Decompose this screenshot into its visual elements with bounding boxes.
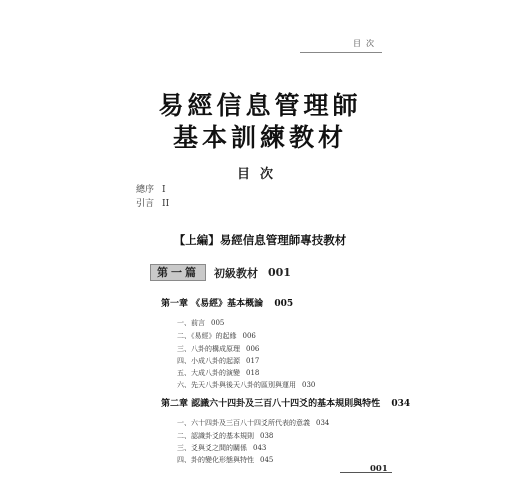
chapter-page: 005 [274, 299, 294, 309]
chapter-2-entry[interactable] [161, 396, 410, 409]
toc-item-text: 三、八卦的構成原理 [177, 345, 240, 353]
toc-item-page: 043 [253, 444, 267, 452]
section-title: 初級教材 [214, 266, 258, 280]
footer-rule [340, 472, 392, 473]
toc-item[interactable] [177, 356, 259, 366]
toc-item[interactable] [177, 318, 224, 328]
toc-item-page: 018 [246, 369, 260, 377]
front-matter-label: 引言 [136, 199, 155, 209]
toc-item-page: 006 [242, 332, 256, 340]
front-matter-introduction[interactable] [136, 196, 169, 209]
page-number: 001 [370, 464, 388, 474]
toc-item-text: 一、六十四卦及三百八十四爻所代表的意義 [177, 419, 310, 427]
toc-item-page: 030 [302, 381, 316, 389]
toc-item-text: 二、《易經》的起緣 [177, 332, 237, 340]
toc-item-page: 045 [260, 456, 274, 464]
toc-item[interactable] [177, 368, 259, 378]
front-matter-page: I [162, 185, 166, 195]
toc-item-text: 一、前言 [177, 319, 205, 327]
section-page: 001 [268, 266, 291, 279]
toc-item-page: 038 [260, 432, 274, 440]
toc-item-text: 三、爻與爻之間的關係 [177, 444, 247, 452]
toc-item[interactable] [177, 380, 315, 390]
toc-item-text: 四、小成八卦的起源 [177, 357, 240, 365]
toc-item-page: 005 [211, 319, 225, 327]
toc-item-text: 二、認識卦爻的基本規則 [177, 432, 254, 440]
toc-item[interactable] [177, 418, 329, 428]
section-entry[interactable] [150, 264, 291, 281]
front-matter-preface[interactable] [136, 182, 166, 195]
toc-item[interactable] [177, 331, 256, 341]
toc-item-text: 四、卦的變化形態與特性 [177, 456, 254, 464]
chapter-title: 認識六十四卦及三百八十四爻的基本規則與特性 [191, 399, 381, 409]
part-banner: 【上編】易經信息管理師專技教材 [173, 233, 347, 247]
toc-item[interactable] [177, 344, 259, 354]
book-title-line-2: 基本訓練教材 [172, 123, 347, 152]
chapter-label: 第一章 [161, 299, 189, 309]
chapter-title: 《易經》基本概論 [191, 299, 264, 309]
front-matter-page: II [162, 199, 170, 209]
toc-heading: 目次 [236, 167, 283, 182]
toc-item-page: 017 [246, 357, 260, 365]
toc-item-text: 六、先天八卦與後天八卦的區別與運用 [177, 381, 296, 389]
toc-item[interactable] [177, 443, 266, 453]
toc-item[interactable] [177, 431, 273, 441]
chapter-page: 034 [391, 399, 411, 409]
running-header: 目次 [353, 39, 379, 48]
section-label-box: 第一篇 [150, 264, 206, 281]
book-title-line-1: 易經信息管理師 [158, 91, 362, 120]
chapter-1-entry[interactable] [161, 296, 293, 309]
toc-item[interactable] [177, 455, 273, 465]
toc-item-page: 034 [316, 419, 330, 427]
chapter-label: 第二章 [161, 399, 189, 409]
front-matter-label: 總序 [136, 185, 155, 195]
toc-item-page: 006 [246, 345, 260, 353]
toc-item-text: 五、大成八卦的演變 [177, 369, 240, 377]
header-rule [300, 52, 382, 53]
